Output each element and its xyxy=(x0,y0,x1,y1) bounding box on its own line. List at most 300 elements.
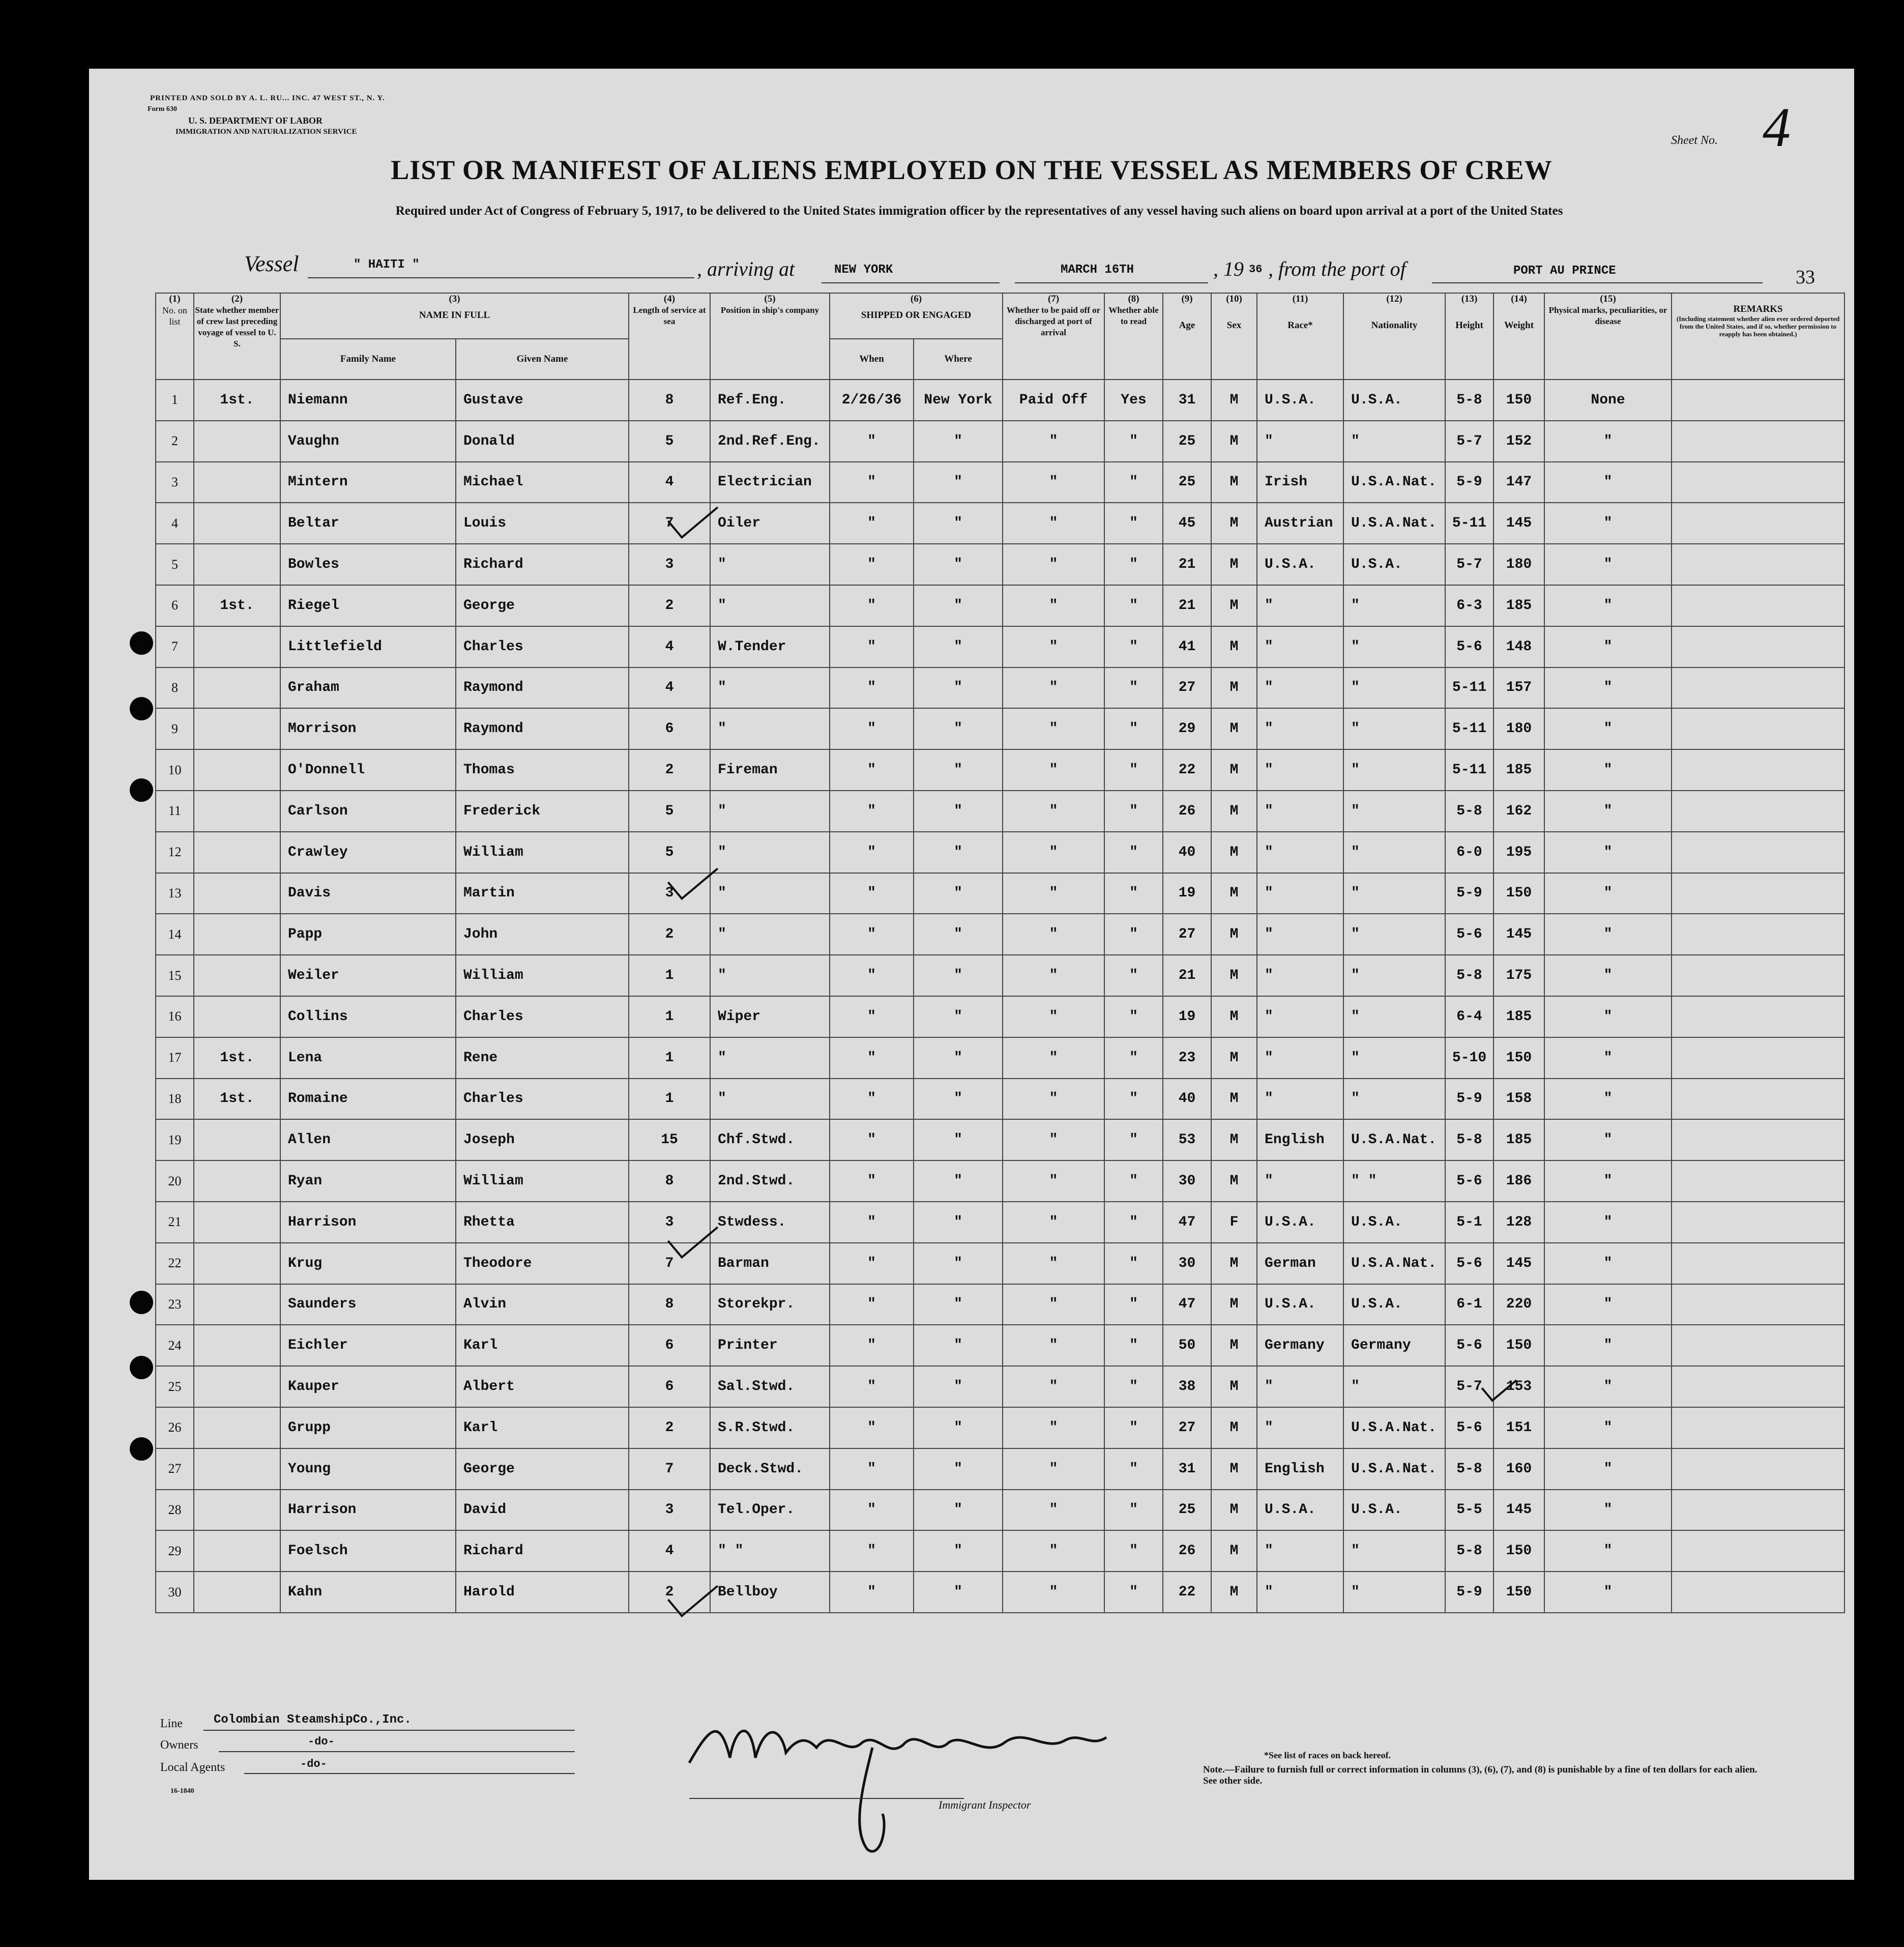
sex-cell: M xyxy=(1211,626,1257,667)
row-number-cell: 29 xyxy=(156,1530,194,1572)
race-cell: U.S.A. xyxy=(1257,1202,1343,1243)
paid-off-cell: Paid Off xyxy=(1003,380,1104,421)
engaged-where-cell: " xyxy=(914,1366,1003,1407)
service-length-cell: 3 xyxy=(629,1490,710,1531)
remarks-cell xyxy=(1672,462,1844,503)
ship-position-cell: Sal.Stwd. xyxy=(710,1366,830,1407)
able-to-read-cell: " xyxy=(1104,462,1163,503)
age-cell: 19 xyxy=(1163,996,1211,1037)
col-13-header: (13) Height xyxy=(1445,293,1493,380)
paid-off-cell: " xyxy=(1003,1079,1104,1120)
nationality-cell: " xyxy=(1343,996,1445,1037)
ship-position-cell: " xyxy=(710,1037,830,1079)
where-header: Where xyxy=(914,339,1003,380)
col-2-header: (2) State whether member of crew last preceding voyage of vessel to U. S. xyxy=(194,293,280,380)
age-cell: 26 xyxy=(1163,1530,1211,1572)
paid-off-cell: " xyxy=(1003,873,1104,914)
row-number-cell: 7 xyxy=(156,626,194,667)
remarks-cell xyxy=(1672,1202,1844,1243)
crew-row xyxy=(156,873,1844,914)
family-name-cell: Collins xyxy=(280,996,456,1037)
engaged-when-cell: " xyxy=(830,914,914,955)
col-15-header: (15) Physical marks, peculiarities, or disease xyxy=(1544,293,1672,380)
previous-voyage-cell xyxy=(194,749,280,791)
page-title: LIST OR MANIFEST OF ALIENS EMPLOYED ON THE VESSEL AS MEMBERS OF CREW xyxy=(391,155,1553,185)
crew-row xyxy=(156,1243,1844,1284)
manifest-sheet xyxy=(89,69,1854,1880)
engaged-when-cell: " xyxy=(830,626,914,667)
given-name-cell: Alvin xyxy=(456,1284,629,1325)
weight-cell: 145 xyxy=(1493,503,1544,544)
engaged-where-cell: " xyxy=(914,421,1003,462)
ship-position-cell: Stwdess. xyxy=(710,1202,830,1243)
engaged-where-cell: " xyxy=(914,996,1003,1037)
family-name-cell: Bowles xyxy=(280,544,456,585)
age-cell: 30 xyxy=(1163,1243,1211,1284)
ship-position-cell: Electrician xyxy=(710,462,830,503)
height-cell: 5-11 xyxy=(1445,667,1493,709)
sex-cell: M xyxy=(1211,955,1257,996)
age-cell: 25 xyxy=(1163,462,1211,503)
row-number-cell: 24 xyxy=(156,1325,194,1366)
height-cell: 5-9 xyxy=(1445,462,1493,503)
height-cell: 5-11 xyxy=(1445,749,1493,791)
engaged-when-cell: " xyxy=(830,1160,914,1202)
given-name-cell: Karl xyxy=(456,1407,629,1448)
able-to-read-cell: " xyxy=(1104,1037,1163,1079)
nationality-cell: " xyxy=(1343,1572,1445,1613)
physical-marks-cell: None xyxy=(1544,380,1672,421)
ship-position-cell: " xyxy=(710,914,830,955)
weight-cell: 150 xyxy=(1493,873,1544,914)
physical-marks-cell: " xyxy=(1544,503,1672,544)
given-name-cell: Charles xyxy=(456,626,629,667)
previous-voyage-cell xyxy=(194,914,280,955)
punch-hole xyxy=(130,1356,153,1379)
physical-marks-cell: " xyxy=(1544,955,1672,996)
engaged-when-cell: " xyxy=(830,421,914,462)
row-number-cell: 19 xyxy=(156,1119,194,1160)
sex-cell: M xyxy=(1211,873,1257,914)
given-name-cell: Michael xyxy=(456,462,629,503)
col-6-header: (6) SHIPPED OR ENGAGED xyxy=(830,293,1003,339)
physical-marks-cell: " xyxy=(1544,462,1672,503)
paid-off-cell: " xyxy=(1003,914,1104,955)
race-cell: English xyxy=(1257,1119,1343,1160)
row-number-cell: 11 xyxy=(156,791,194,832)
agents-value: -do- xyxy=(300,1758,327,1770)
crew-row xyxy=(156,1325,1844,1366)
race-cell: " xyxy=(1257,791,1343,832)
remarks-cell xyxy=(1672,1160,1844,1202)
race-cell: " xyxy=(1257,1572,1343,1613)
family-name-cell: Mintern xyxy=(280,462,456,503)
engaged-when-cell: " xyxy=(830,873,914,914)
owners-underline xyxy=(219,1751,575,1752)
previous-voyage-cell xyxy=(194,544,280,585)
ship-position-cell: " xyxy=(710,873,830,914)
col-12-header: (12) Nationality xyxy=(1343,293,1445,380)
nationality-cell: U.S.A.Nat. xyxy=(1343,1448,1445,1490)
engaged-when-cell: " xyxy=(830,1407,914,1448)
nationality-cell: " xyxy=(1343,873,1445,914)
given-name-cell: William xyxy=(456,832,629,873)
given-name-cell: Frederick xyxy=(456,791,629,832)
age-cell: 45 xyxy=(1163,503,1211,544)
physical-marks-cell: " xyxy=(1544,585,1672,626)
given-name-cell: Gustave xyxy=(456,380,629,421)
row-number-cell: 13 xyxy=(156,873,194,914)
page-number: 33 xyxy=(1796,267,1815,288)
family-name-cell: Eichler xyxy=(280,1325,456,1366)
able-to-read-cell: " xyxy=(1104,1243,1163,1284)
ship-position-cell: Chf.Stwd. xyxy=(710,1119,830,1160)
weight-cell: 147 xyxy=(1493,462,1544,503)
sex-cell: M xyxy=(1211,832,1257,873)
service-length-cell: 2 xyxy=(629,749,710,791)
previous-voyage-cell: 1st. xyxy=(194,1037,280,1079)
remarks-cell xyxy=(1672,1325,1844,1366)
service-length-cell: 7 xyxy=(629,1448,710,1490)
physical-marks-cell: " xyxy=(1544,914,1672,955)
able-to-read-cell: " xyxy=(1104,1079,1163,1120)
sex-cell: M xyxy=(1211,1079,1257,1120)
race-cell: U.S.A. xyxy=(1257,380,1343,421)
row-number-cell: 10 xyxy=(156,749,194,791)
crew-row xyxy=(156,1572,1844,1613)
age-cell: 26 xyxy=(1163,791,1211,832)
age-cell: 40 xyxy=(1163,832,1211,873)
family-name-cell: Grupp xyxy=(280,1407,456,1448)
height-cell: 6-1 xyxy=(1445,1284,1493,1325)
race-cell: " xyxy=(1257,626,1343,667)
engaged-where-cell: " xyxy=(914,914,1003,955)
race-cell: U.S.A. xyxy=(1257,544,1343,585)
sheet-label: Sheet No. xyxy=(1671,134,1718,147)
physical-marks-cell: " xyxy=(1544,544,1672,585)
engaged-when-cell: " xyxy=(830,1037,914,1079)
crew-row xyxy=(156,421,1844,462)
previous-voyage-cell xyxy=(194,626,280,667)
paid-off-cell: " xyxy=(1003,585,1104,626)
age-cell: 27 xyxy=(1163,667,1211,709)
height-cell: 5-6 xyxy=(1445,626,1493,667)
ship-position-cell: " xyxy=(710,832,830,873)
race-cell: " xyxy=(1257,749,1343,791)
previous-voyage-cell xyxy=(194,1160,280,1202)
race-cell: " xyxy=(1257,1407,1343,1448)
engaged-where-cell: " xyxy=(914,503,1003,544)
sex-cell: F xyxy=(1211,1202,1257,1243)
ship-position-cell: Tel.Oper. xyxy=(710,1490,830,1531)
row-number-cell: 17 xyxy=(156,1037,194,1079)
date-line xyxy=(1015,282,1208,283)
age-cell: 27 xyxy=(1163,1407,1211,1448)
engaged-where-cell: " xyxy=(914,1079,1003,1120)
weight-cell: 185 xyxy=(1493,585,1544,626)
ship-position-cell: W.Tender xyxy=(710,626,830,667)
service-length-cell: 8 xyxy=(629,1284,710,1325)
engaged-when-cell: " xyxy=(830,1202,914,1243)
sex-cell: M xyxy=(1211,1037,1257,1079)
engaged-where-cell: New York xyxy=(914,380,1003,421)
crew-row xyxy=(156,544,1844,585)
nationality-cell: " xyxy=(1343,1037,1445,1079)
previous-voyage-cell xyxy=(194,1407,280,1448)
able-to-read-cell: " xyxy=(1104,667,1163,709)
nationality-cell: U.S.A.Nat. xyxy=(1343,1243,1445,1284)
height-cell: 5-6 xyxy=(1445,1243,1493,1284)
weight-cell: 145 xyxy=(1493,1243,1544,1284)
physical-marks-cell: " xyxy=(1544,1284,1672,1325)
service-length-cell: 1 xyxy=(629,955,710,996)
nationality-cell: " xyxy=(1343,667,1445,709)
sex-cell: M xyxy=(1211,462,1257,503)
inspector-label: Immigrant Inspector xyxy=(939,1798,1031,1811)
age-cell: 29 xyxy=(1163,708,1211,749)
weight-cell: 180 xyxy=(1493,544,1544,585)
race-cell: " xyxy=(1257,421,1343,462)
row-number-cell: 1 xyxy=(156,380,194,421)
race-cell: " xyxy=(1257,1366,1343,1407)
crew-row xyxy=(156,1530,1844,1572)
paid-off-cell: " xyxy=(1003,1407,1104,1448)
row-number-cell: 21 xyxy=(156,1202,194,1243)
col-9-header: (9) Age xyxy=(1163,293,1211,380)
crew-row xyxy=(156,1490,1844,1531)
remarks-cell xyxy=(1672,421,1844,462)
physical-marks-cell: " xyxy=(1544,1448,1672,1490)
age-cell: 53 xyxy=(1163,1119,1211,1160)
height-cell: 5-8 xyxy=(1445,1448,1493,1490)
nationality-cell: " " xyxy=(1343,1160,1445,1202)
previous-voyage-cell xyxy=(194,1202,280,1243)
physical-marks-cell: " xyxy=(1544,1572,1672,1613)
age-cell: 22 xyxy=(1163,1572,1211,1613)
physical-marks-cell: " xyxy=(1544,996,1672,1037)
family-name-cell: Littlefield xyxy=(280,626,456,667)
engaged-where-cell: " xyxy=(914,1572,1003,1613)
engaged-where-cell: " xyxy=(914,1160,1003,1202)
engaged-when-cell: " xyxy=(830,503,914,544)
nationality-cell: U.S.A.Nat. xyxy=(1343,462,1445,503)
race-cell: U.S.A. xyxy=(1257,1490,1343,1531)
sex-cell: M xyxy=(1211,749,1257,791)
given-name-cell: Louis xyxy=(456,503,629,544)
ship-position-cell: Storekpr. xyxy=(710,1284,830,1325)
given-name-cell: Martin xyxy=(456,873,629,914)
row-number-cell: 9 xyxy=(156,708,194,749)
paid-off-cell: " xyxy=(1003,1119,1104,1160)
previous-voyage-cell xyxy=(194,1119,280,1160)
able-to-read-cell: " xyxy=(1104,585,1163,626)
row-number-cell: 28 xyxy=(156,1490,194,1531)
row-number-cell: 25 xyxy=(156,1366,194,1407)
previous-voyage-cell xyxy=(194,955,280,996)
engaged-when-cell: " xyxy=(830,1366,914,1407)
crew-rows xyxy=(156,380,1844,1613)
nationality-cell: " xyxy=(1343,585,1445,626)
paid-off-cell: " xyxy=(1003,996,1104,1037)
remarks-cell xyxy=(1672,791,1844,832)
age-cell: 23 xyxy=(1163,1037,1211,1079)
age-cell: 31 xyxy=(1163,380,1211,421)
height-cell: 5-6 xyxy=(1445,914,1493,955)
engaged-where-cell: " xyxy=(914,749,1003,791)
family-name-cell: Ryan xyxy=(280,1160,456,1202)
family-name-cell: Riegel xyxy=(280,585,456,626)
able-to-read-cell: " xyxy=(1104,1572,1163,1613)
given-name-header: Given Name xyxy=(456,339,629,380)
height-cell: 5-5 xyxy=(1445,1490,1493,1531)
engaged-when-cell: " xyxy=(830,832,914,873)
paid-off-cell: " xyxy=(1003,955,1104,996)
able-to-read-cell: " xyxy=(1104,914,1163,955)
engaged-when-cell: " xyxy=(830,749,914,791)
family-name-cell: Weiler xyxy=(280,955,456,996)
given-name-cell: Charles xyxy=(456,996,629,1037)
family-name-cell: Graham xyxy=(280,667,456,709)
physical-marks-cell: " xyxy=(1544,1037,1672,1079)
able-to-read-cell: " xyxy=(1104,503,1163,544)
physical-marks-cell: " xyxy=(1544,1202,1672,1243)
height-cell: 6-4 xyxy=(1445,996,1493,1037)
race-note: *See list of races on back hereof. xyxy=(1264,1750,1391,1760)
ship-position-cell: S.R.Stwd. xyxy=(710,1407,830,1448)
agents-underline xyxy=(244,1773,575,1774)
line-underline xyxy=(203,1730,575,1731)
crew-row xyxy=(156,791,1844,832)
col-3-header: (3) NAME IN FULL xyxy=(280,293,629,339)
paid-off-cell: " xyxy=(1003,1202,1104,1243)
service-length-cell: 5 xyxy=(629,791,710,832)
ship-position-cell: " xyxy=(710,585,830,626)
sheet-number: 4 xyxy=(1763,96,1791,158)
remarks-cell xyxy=(1672,1079,1844,1120)
family-name-cell: Saunders xyxy=(280,1284,456,1325)
ship-position-cell: Wiper xyxy=(710,996,830,1037)
service-length-cell: 4 xyxy=(629,626,710,667)
weight-cell: 185 xyxy=(1493,749,1544,791)
able-to-read-cell: " xyxy=(1104,1284,1163,1325)
race-cell: " xyxy=(1257,1160,1343,1202)
weight-cell: 162 xyxy=(1493,791,1544,832)
height-cell: 5-8 xyxy=(1445,1530,1493,1572)
weight-cell: 220 xyxy=(1493,1284,1544,1325)
previous-voyage-cell xyxy=(194,1490,280,1531)
remarks-cell xyxy=(1672,1037,1844,1079)
given-name-cell: Rhetta xyxy=(456,1202,629,1243)
race-cell: " xyxy=(1257,996,1343,1037)
paid-off-cell: " xyxy=(1003,626,1104,667)
crew-row xyxy=(156,1202,1844,1243)
family-name-header: Family Name xyxy=(280,339,456,380)
paid-off-cell: " xyxy=(1003,1530,1104,1572)
engaged-where-cell: " xyxy=(914,832,1003,873)
row-number-cell: 22 xyxy=(156,1243,194,1284)
able-to-read-cell: " xyxy=(1104,1160,1163,1202)
col-8-header: (8) Whether able to read xyxy=(1104,293,1163,380)
given-name-cell: Donald xyxy=(456,421,629,462)
family-name-cell: Niemann xyxy=(280,380,456,421)
race-cell: U.S.A. xyxy=(1257,1284,1343,1325)
sex-cell: M xyxy=(1211,1366,1257,1407)
engaged-where-cell: " xyxy=(914,1490,1003,1531)
row-number-cell: 16 xyxy=(156,996,194,1037)
remarks-cell xyxy=(1672,1407,1844,1448)
able-to-read-cell: " xyxy=(1104,1119,1163,1160)
paid-off-cell: " xyxy=(1003,503,1104,544)
ship-position-cell: " xyxy=(710,791,830,832)
col-10-header: (10) Sex xyxy=(1211,293,1257,380)
row-number-cell: 14 xyxy=(156,914,194,955)
punch-hole xyxy=(130,1291,153,1314)
nationality-cell: U.S.A.Nat. xyxy=(1343,1119,1445,1160)
nationality-cell: " xyxy=(1343,421,1445,462)
department: U. S. DEPARTMENT OF LABOR xyxy=(188,115,323,126)
able-to-read-cell: " xyxy=(1104,1530,1163,1572)
remarks-cell xyxy=(1672,708,1844,749)
age-cell: 31 xyxy=(1163,1448,1211,1490)
family-name-cell: Vaughn xyxy=(280,421,456,462)
weight-cell: 185 xyxy=(1493,1119,1544,1160)
remarks-cell xyxy=(1672,749,1844,791)
physical-marks-cell: " xyxy=(1544,421,1672,462)
paid-off-cell: " xyxy=(1003,462,1104,503)
engaged-when-cell: " xyxy=(830,585,914,626)
sex-cell: M xyxy=(1211,1325,1257,1366)
age-cell: 41 xyxy=(1163,626,1211,667)
height-cell: 5-6 xyxy=(1445,1407,1493,1448)
physical-marks-cell: " xyxy=(1544,667,1672,709)
age-cell: 25 xyxy=(1163,1490,1211,1531)
engaged-where-cell: " xyxy=(914,1407,1003,1448)
nationality-cell: " xyxy=(1343,708,1445,749)
remarks-cell xyxy=(1672,1119,1844,1160)
height-cell: 5-7 xyxy=(1445,544,1493,585)
year-suffix: 36 xyxy=(1249,263,1263,276)
from-line xyxy=(1432,282,1763,283)
physical-marks-cell: " xyxy=(1544,626,1672,667)
paid-off-cell: " xyxy=(1003,791,1104,832)
engaged-when-cell: " xyxy=(830,667,914,709)
paid-off-cell: " xyxy=(1003,1490,1104,1531)
remarks-cell xyxy=(1672,585,1844,626)
paid-off-cell: " xyxy=(1003,1448,1104,1490)
height-cell: 5-9 xyxy=(1445,873,1493,914)
previous-voyage-cell xyxy=(194,1284,280,1325)
agents-label: Local Agents xyxy=(160,1761,225,1774)
remarks-header: REMARKS (Including statement whether alien ever ordered deported from the United States, and if so, whether permission to reapply has been obtained.) xyxy=(1672,293,1844,380)
weight-cell: 180 xyxy=(1493,708,1544,749)
family-name-cell: Krug xyxy=(280,1243,456,1284)
able-to-read-cell: " xyxy=(1104,873,1163,914)
punch-hole xyxy=(130,697,153,720)
remarks-cell xyxy=(1672,832,1844,873)
given-name-cell: John xyxy=(456,914,629,955)
engaged-when-cell: " xyxy=(830,1243,914,1284)
service-length-cell: 1 xyxy=(629,1037,710,1079)
weight-cell: 157 xyxy=(1493,667,1544,709)
nationality-cell: " xyxy=(1343,791,1445,832)
age-cell: 40 xyxy=(1163,1079,1211,1120)
sex-cell: M xyxy=(1211,380,1257,421)
previous-voyage-cell xyxy=(194,873,280,914)
previous-voyage-cell xyxy=(194,791,280,832)
service-length-cell: 3 xyxy=(629,544,710,585)
given-name-cell: Albert xyxy=(456,1366,629,1407)
height-cell: 5-8 xyxy=(1445,791,1493,832)
